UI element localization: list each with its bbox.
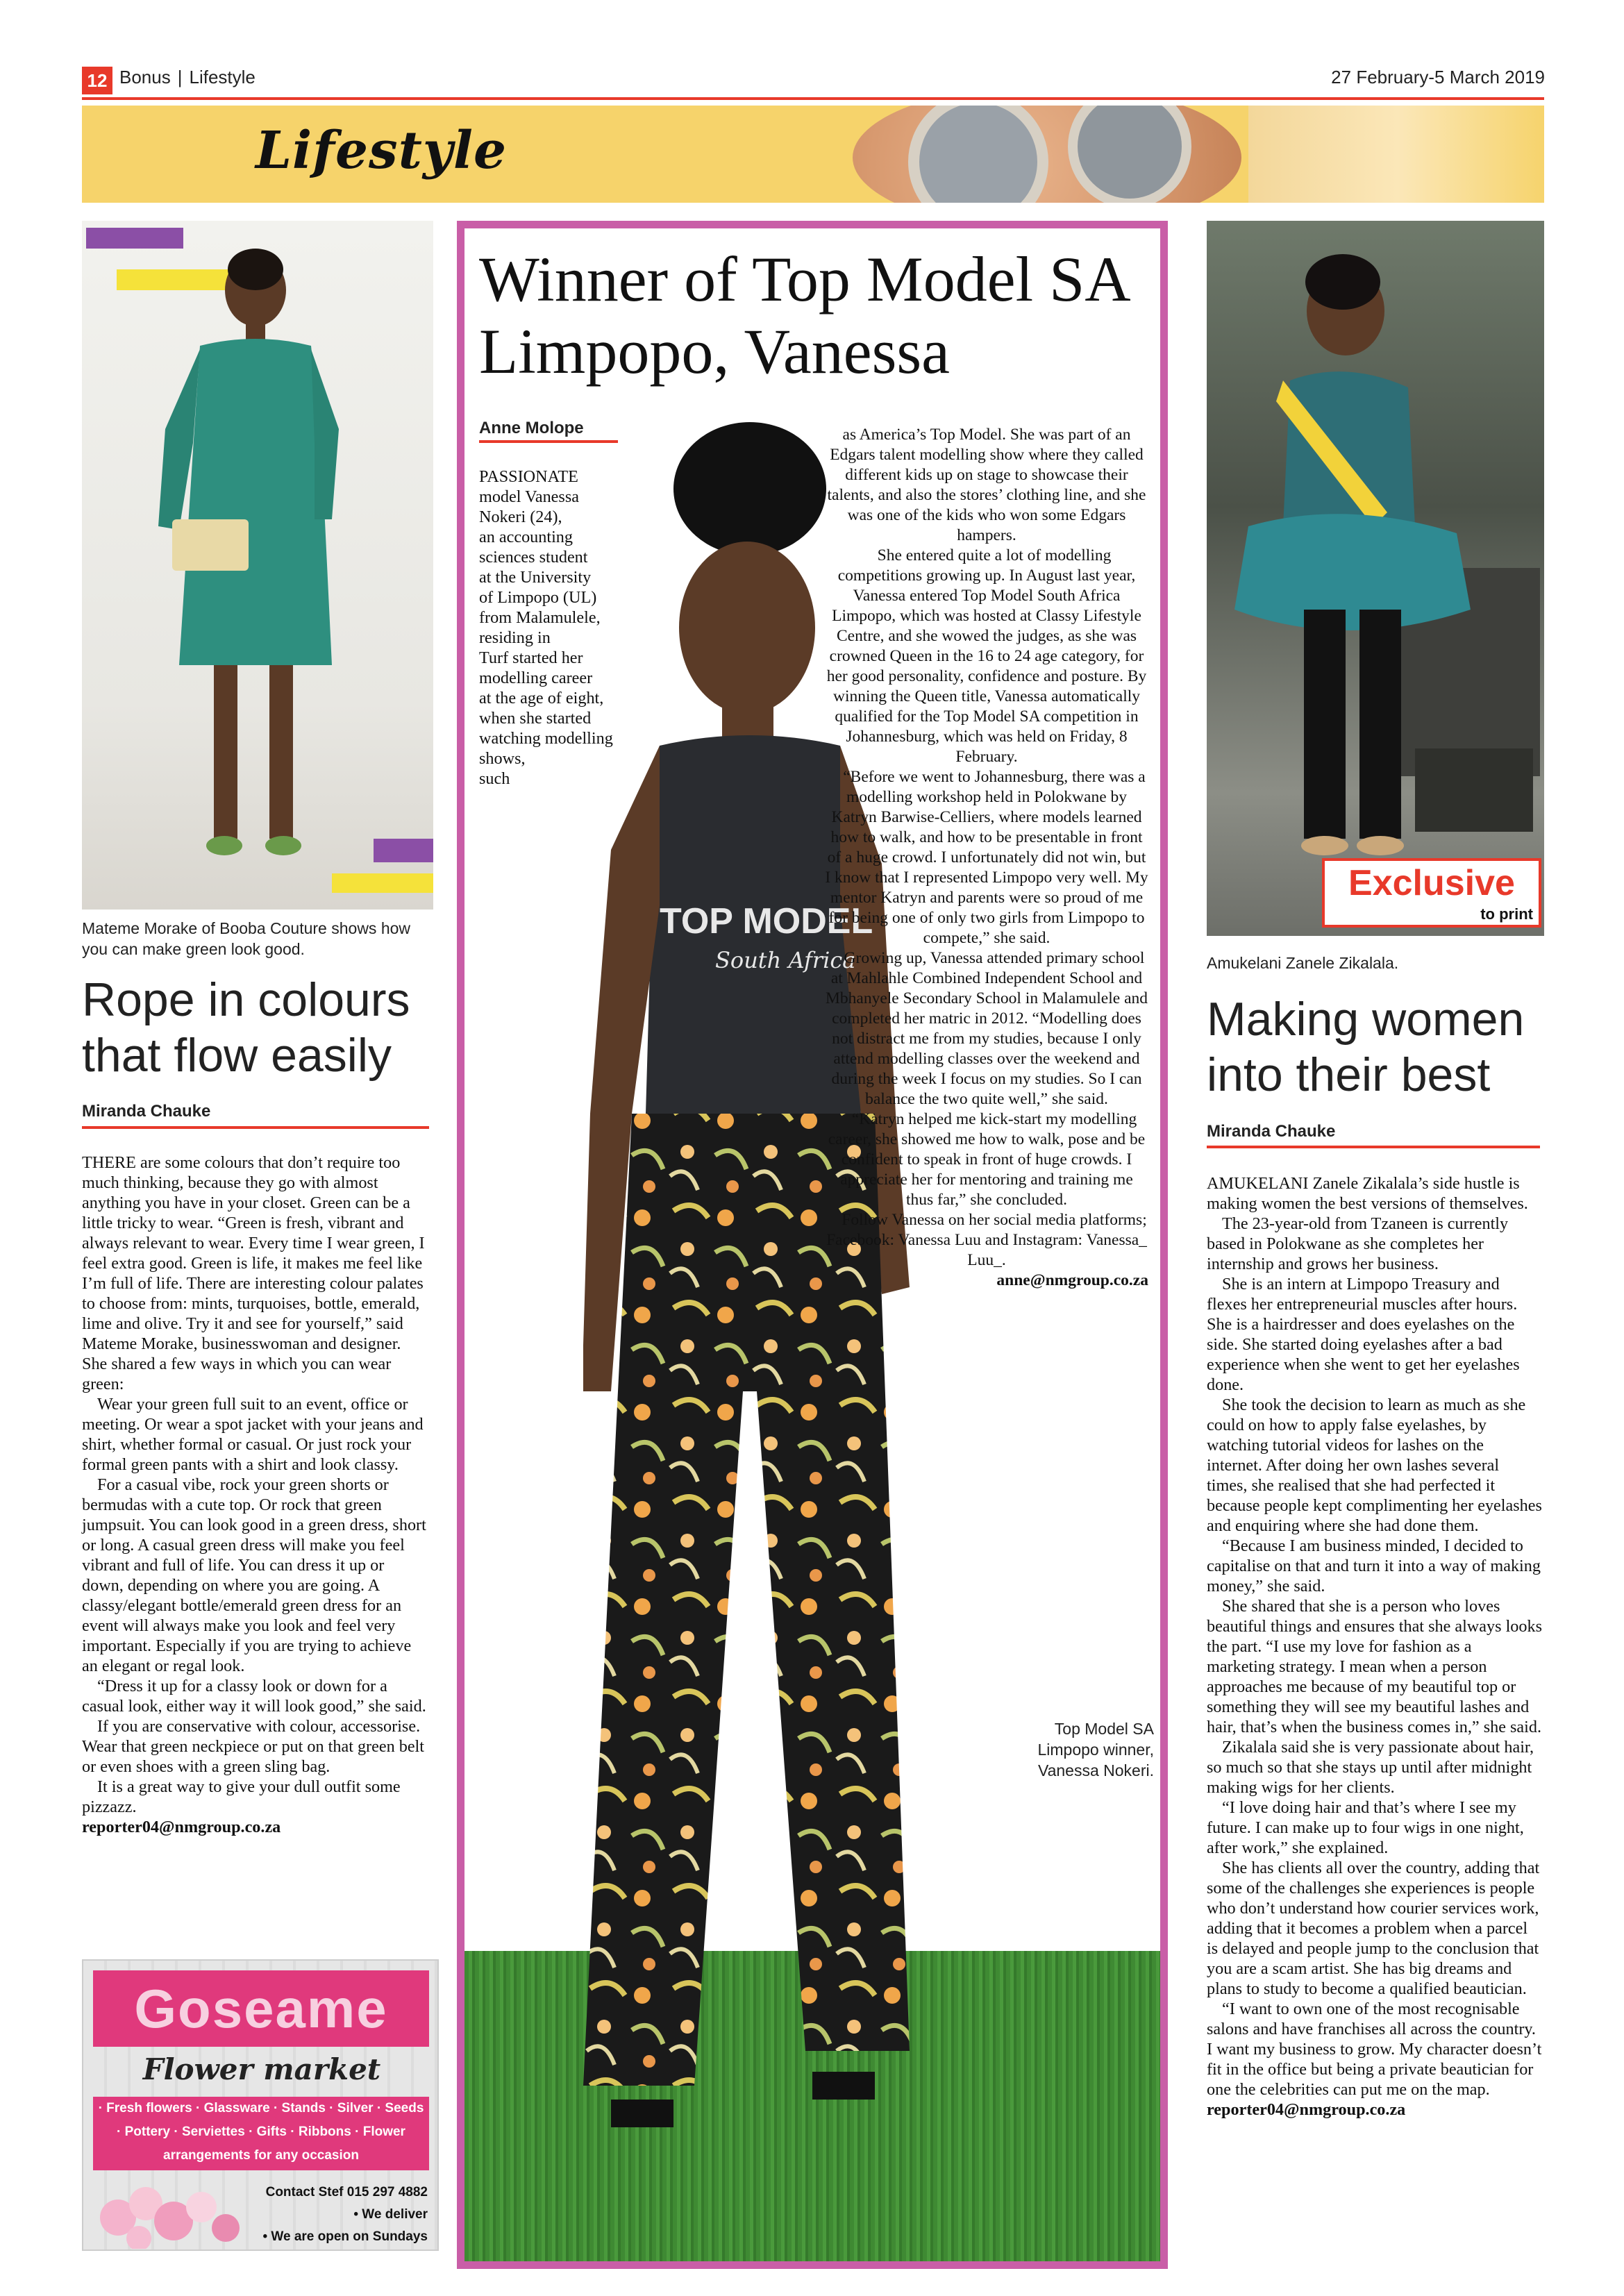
left-photo-caption: Mateme Morake of Booba Couture shows how you can make green look good. [82,919,411,958]
intro-line: such [479,769,510,788]
woman-teal-skirt-illustration [1207,221,1544,936]
ad-brand: Goseame [134,1977,388,2039]
center-intro-column [479,467,653,789]
exclusive-badge [1322,858,1541,928]
ad-brand-box [93,1970,429,2047]
intro-line: modelling career [479,669,593,687]
intro-line: from Malamulele, [479,608,601,627]
ad-contact-block [262,2181,428,2248]
intro-line: model Vanessa [479,487,579,506]
left-paragraph: It is a great way to give your dull outfit some pizzazz. [82,1777,401,1816]
right-headline: Making women into their best [1207,993,1525,1101]
right-paragraph: She shared that she is a person who loves beautiful things and ensures that she always looks the part. “I use my love for fashion as a marketing strategy. I mean when a person approaches me because of my beautiful top or something they will see my beautiful lashes and hair, that’s when the business comes in,” she said. [1207,1597,1542,1736]
ad-contact: Contact Stef 015 297 4882 [265,2185,428,2199]
exclusive-sub: to print [1480,905,1533,923]
right-photo-caption: Amukelani Zanele Zikalala. [1207,954,1399,972]
ad-subtitle: Flower market [142,2052,381,2086]
center-article-body [825,425,1148,1291]
left-paragraph: For a casual vibe, rock your green shorts or bermudas with a cute top. Or rock that green jumpsuit. You can look good in a green dress, short or long. A casual green dress will make you feel vibrant and full of life. You can dress it up or down, depending on where you are going. A classy/elegant bottle/emerald green dress for an event will always make you look and feel very important. Especially if you are trying to achieve an elegant or regal look. [82,1475,426,1675]
right-paragraph: “I want to own one of the most recognisable salons and have franchises all across the country. I want my business to grow. My character doesn’t fit in the office but being a private beautician for one the celebrities can put me on the map. [1207,2000,1542,2099]
intro-line: residing in [479,628,551,647]
exclusive-label: Exclusive [1348,863,1515,903]
banner-sunglasses-right [1068,106,1191,203]
right-paragraph: She is an intern at Limpopo Treasury and flexes her entrepreneurial muscles after hours. She is a hairdresser and does eyelashes on the side. She started doing eyelashes after a bad experience when she went to get her eyelashes done. [1207,1275,1520,1394]
center-email: anne@nmgroup.co.za [996,1271,1148,1289]
right-paragraph: “Because I am business minded, I decided to capitalise on that and turn it into a way of making money,” she said. [1207,1536,1541,1595]
right-paragraph: “I love doing hair and that’s where I see my future. I can make up to four wigs in one night, after work,” she explained. [1207,1798,1524,1857]
section-separator: | [177,67,183,87]
intro-line: of Limpopo (UL) [479,588,597,607]
header-rule [82,97,1544,100]
center-paragraph: Growing up, Vanessa attended primary school at Mahlahle Combined Independent School and Mbhanyele Secondary School in Malamulele and completed her matric in 2012. “Modelling does not distract me from my studies, because I only attend modelling classes over the weekend and during the week I focus on my studies. So I can balance the two quite well,” she said. [826,949,1148,1108]
left-paragraph: If you are conservative with colour, accessorise. Wear that green neckpiece or put on that green belt or even shoes with a green sling bag. [82,1717,424,1776]
intro-line: Turf started her [479,648,583,667]
ad-flowers-image [90,2176,243,2249]
right-paragraph: She has clients all over the country, adding that some of the challenges she experiences is people who don’t understand how courier services work, adding that it becomes a problem when a parcel is delayed and people jump to the conclusion that you are a scam artist. She has big dreams and plans to study to become a qualified beautician. [1207,1859,1540,1998]
woman-green-dress-illustration [82,221,433,910]
right-paragraph: She took the decision to learn as much as she could on how to apply false eyelashes, by watching tutorial videos for lashes on the internet. After doing her own lashes several times, she realised that she had perfected it because people kept complimenting her eyelashes and enquiring where she had done them. [1207,1396,1542,1535]
intro-line: sciences student [479,548,588,567]
section-label [119,67,256,94]
right-byline: Miranda Chauke [1207,1122,1336,1141]
right-paragraph: AMUKELANI Zanele Zikalala’s side hustle is making women the best versions of themselves. [1207,1174,1528,1213]
intro-line: at the age of eight, [479,689,604,707]
intro-line: when she started [479,709,592,728]
center-paragraph: She entered quite a lot of modelling competitions growing up. In August last year, Vanessa entered Top Model South Africa Limpopo, which was hosted at Classy Lifestyle Centre, and she wowed the judges, as she was crowned Queen in the 16 to 24 age category, for her good personality, confidence and posture. By winning the Queen title, Vanessa automatically qualified for the Top Model SA competition in Johannesburg, which was held on Friday, 8 February. [826,546,1147,766]
right-paragraph: The 23-year-old from Tzaneen is currently based in Polokwane as she completes her internship and grows her business. [1207,1214,1509,1273]
center-byline-rule [479,440,618,443]
right-email: reporter04@nmgroup.co.za [1207,2100,1406,2119]
center-headline: Winner of Top Model SA Limpopo, Vanessa [479,244,1128,387]
section-primary: Bonus [119,67,171,87]
page-number: 12 [82,67,112,94]
goseame-advert [82,1959,439,2251]
intro-line: shows, [479,749,526,768]
issue-date: 27 February-5 March 2019 [1331,67,1545,87]
left-email: reporter04@nmgroup.co.za [82,1818,281,1836]
right-article-body [1207,1173,1543,2120]
intro-line: at the University [479,568,592,587]
center-paragraph: as America’s Top Model. She was part of an Edgars talent modelling show where they called different kids up on stage to showcase their talents, and also the stores’ clothing line, and she was one of the kids who won some Edgars hampers. [827,426,1146,544]
intro-line: watching modelling [479,729,613,748]
right-byline-rule [1207,1146,1540,1148]
shirt-logo: TOP MODEL [660,901,873,941]
intro-line: PASSIONATE [479,467,578,486]
lifestyle-banner [82,106,1544,203]
banner-title: Lifestyle [256,121,508,181]
center-photo-caption: Top Model SA Limpopo winner, Vanessa Nokeri. [1037,1720,1154,1779]
section-secondary: Lifestyle [189,67,256,87]
intro-line: an accounting [479,528,573,546]
center-paragraph: Follow Vanessa on her social media platforms; Facebook: Vanessa Luu and Instagram: Vanessa_ Luu_. [826,1211,1147,1269]
ad-deliver: • We deliver [353,2207,428,2222]
ad-line: arrangements for any occasion [163,2148,359,2163]
ad-services-box [93,2097,429,2170]
center-paragraph: “Katryn helped me kick-start my modelling career, she showed me how to walk, pose and be confident to speak in front of huge crowds. I appreciate her for mentoring and training me thus far,” she concluded. [828,1110,1146,1209]
left-paragraph: THERE are some colours that don’t require too much thinking, because they go with almost anything you have in your closet. Green can be a little tricky to wear. “Green is fresh, vibrant and always relevant to wear. Every time I wear green, I feel extra good. Green is life, it makes me feel like I’m full of life. There are interesting colour palates to choose from: mints, turquoises, bottle, emerald, lime and olive. Try it and see for yourself,” said Mateme Morake, businesswoman and designer. She shared a few ways in which you can wear green: [82,1153,425,1393]
left-paragraph: Wear your green full suit to an event, office or meeting. Or wear a spot jacket with your jeans and shirt, whether formal or casual. Or just rock your formal green pants with a shirt and look classy. [82,1395,424,1474]
right-paragraph: Zikalala said she is very passionate about hair, so much so that she stays up until after midnight making wigs for her clients. [1207,1738,1534,1797]
center-byline: Anne Molope [479,419,584,437]
banner-sunglasses-left [908,106,1048,203]
center-paragraph: “Before we went to Johannesburg, there was a modelling workshop held in Polokwane by Katryn Barwise-Celliers, where models learned how to walk, and how to be presentable in front of a huge crowd. I unfortunately did not win, but I know that I represented Limpopo very well. My mentor Katryn and parents were so proud of me for being one of only two girls from Limpopo to compete,” she said. [825,768,1148,947]
ad-open: • We are open on Sundays [262,2229,428,2244]
left-byline: Miranda Chauke [82,1102,211,1121]
shirt-logo-sub: South Africa [715,947,856,973]
left-paragraph: “Dress it up for a classy look or down for a casual look, either way it will look good,” she said. [82,1677,426,1716]
intro-line: Nokeri (24), [479,508,562,526]
ad-line: · Fresh flowers · Glassware · Stands · Silver · Seeds [98,2101,424,2115]
left-article-photo [82,221,433,910]
left-byline-rule [82,1126,429,1129]
banner-hair [1248,106,1544,203]
left-article-body [82,1153,429,1837]
ad-line: · Pottery · Serviettes · Gifts · Ribbons · Flower [117,2125,405,2139]
right-article-photo [1207,221,1544,936]
left-headline: Rope in colours that flow easily [82,973,410,1082]
